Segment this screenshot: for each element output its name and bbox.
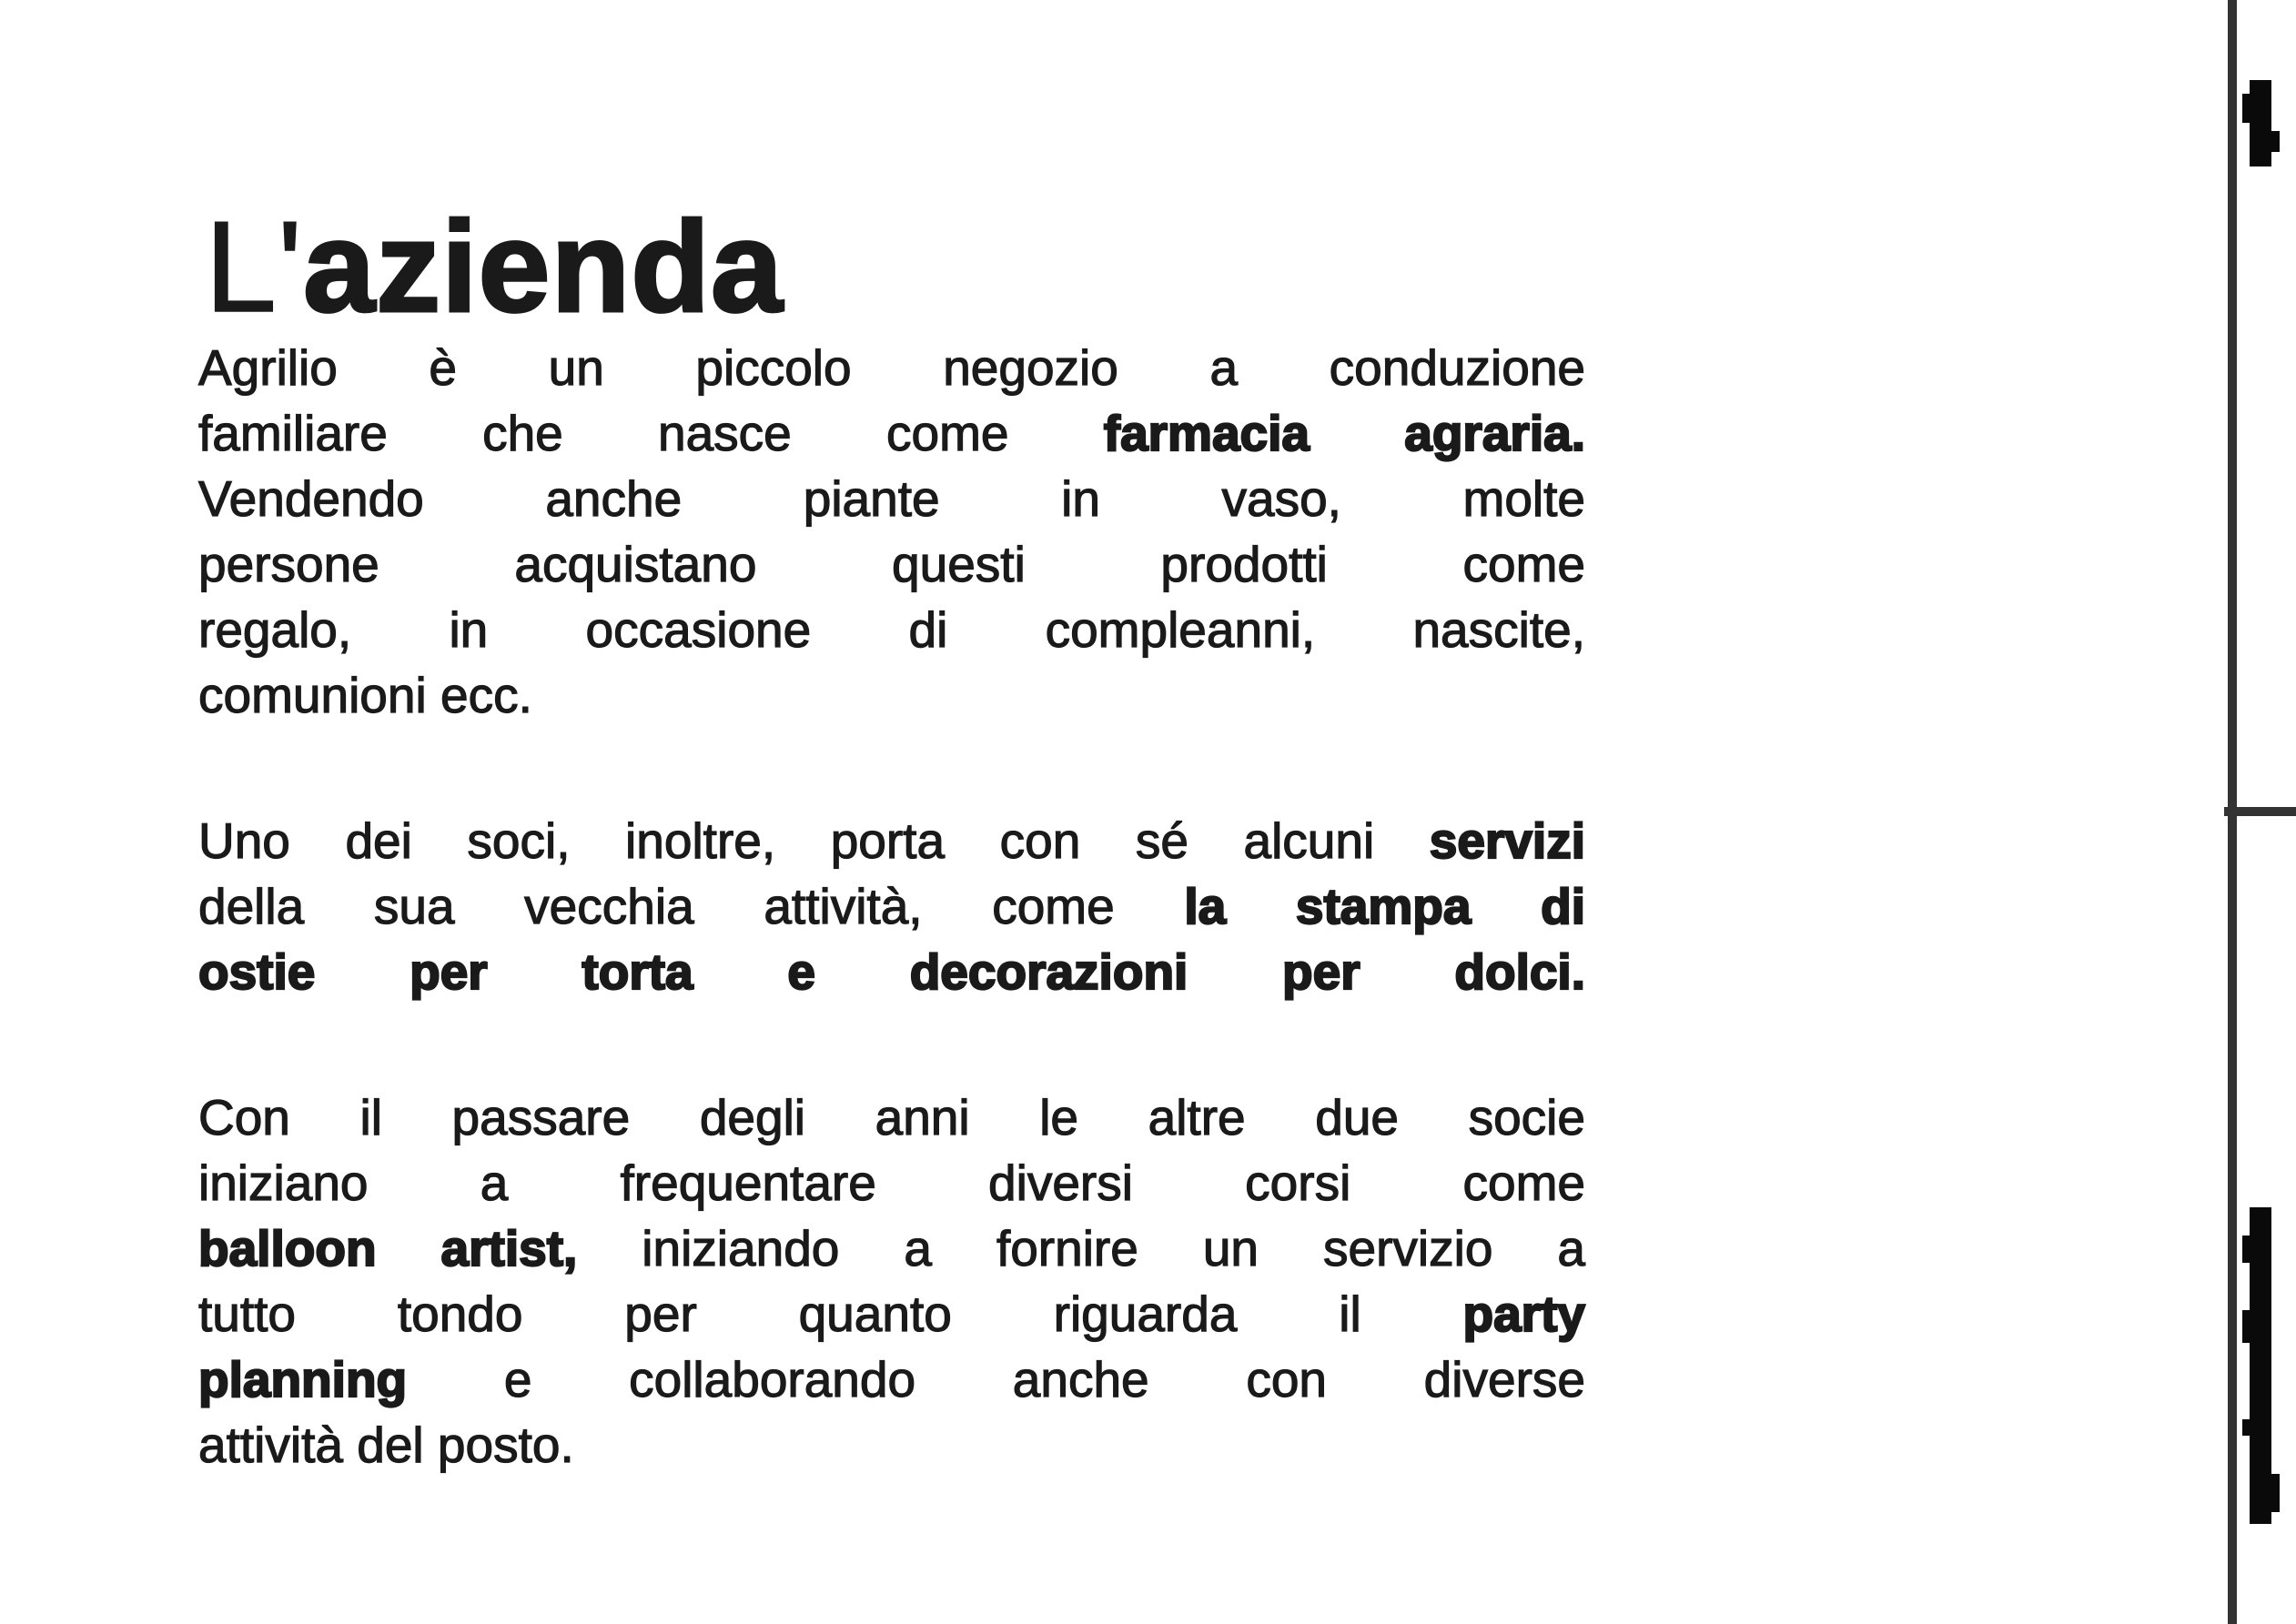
- text-line: [198, 531, 1585, 597]
- page-title-prefix: L': [205, 195, 304, 340]
- text-segment: e collaborando anche con diverse: [407, 1351, 1585, 1407]
- bold-text-segment: servizi: [1429, 812, 1585, 869]
- text-segment: Uno dei soci, inoltre, porta con sé alcuni: [198, 812, 1430, 869]
- clipped-glyph-rect: [2250, 1207, 2271, 1524]
- document-body: [198, 335, 1585, 1478]
- bold-text-segment: farmacia agraria.: [1103, 405, 1585, 461]
- text-segment: tutto tondo per quanto riguarda il: [198, 1286, 1463, 1342]
- page-title: [205, 195, 784, 340]
- bold-text-segment: ostie per torta e decorazioni per dolci.: [198, 943, 1585, 1000]
- clipped-glyph-rect: [2242, 1236, 2250, 1263]
- page-title-emphasis: azienda: [303, 195, 784, 340]
- text-line: [198, 1281, 1585, 1347]
- bold-text-segment: planning: [198, 1351, 408, 1407]
- text-line: [198, 662, 1585, 728]
- clipped-glyph-rect: [2250, 80, 2271, 166]
- text-line: [198, 466, 1585, 531]
- text-segment: comunioni ecc.: [198, 667, 532, 723]
- page-edge-horizontal-divider: [2224, 807, 2296, 816]
- clipped-glyph-rect: [2242, 1419, 2250, 1436]
- paragraph: [198, 335, 1585, 728]
- text-line: [198, 335, 1585, 400]
- text-line: [198, 597, 1585, 662]
- text-segment: attività del posto.: [198, 1417, 574, 1473]
- bold-text-segment: balloon artist,: [198, 1220, 578, 1276]
- text-segment: regalo, in occasione di compleanni, nascite,: [198, 601, 1585, 658]
- text-segment: iniziando a fornire un servizio a: [577, 1220, 1585, 1276]
- text-line: [198, 1347, 1585, 1412]
- text-segment: Con il passare degli anni le altre due socie: [198, 1089, 1585, 1145]
- bold-text-segment: la stampa di: [1184, 878, 1586, 934]
- text-segment: Vendendo anche piante in vaso, molte: [198, 470, 1585, 527]
- text-line: [198, 1412, 1585, 1478]
- text-segment: familiare che nasce come: [198, 405, 1104, 461]
- text-segment: persone acquistano questi prodotti come: [198, 536, 1585, 592]
- text-segment: iniziano a frequentare diversi corsi come: [198, 1155, 1585, 1211]
- clipped-glyph-rect: [2271, 1474, 2280, 1512]
- paragraph: [198, 808, 1585, 1004]
- text-line: [198, 400, 1585, 466]
- text-line: [198, 1084, 1585, 1150]
- clipped-glyph-rect: [2271, 131, 2280, 152]
- text-segment: della sua vecchia attività, come: [198, 878, 1185, 934]
- text-line: [198, 873, 1585, 939]
- paragraph: [198, 1084, 1585, 1478]
- text-line: [198, 808, 1585, 873]
- bold-text-segment: party: [1462, 1286, 1585, 1342]
- text-segment: Agrilio è un piccolo negozio a conduzione: [198, 339, 1585, 396]
- text-line: [198, 1215, 1585, 1281]
- clipped-glyph-rect: [2242, 1310, 2250, 1343]
- text-line: [198, 1150, 1585, 1215]
- text-line: [198, 939, 1585, 1004]
- clipped-glyph-rect: [2242, 94, 2250, 123]
